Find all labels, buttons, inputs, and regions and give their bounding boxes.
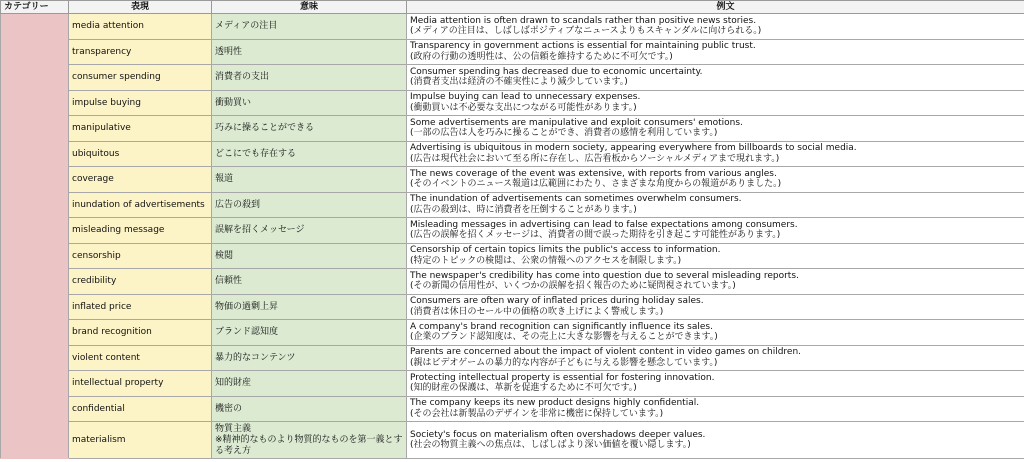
example-japanese: (社会の物質主義への焦点は、しばしばより深い価値を覆い隠します。) xyxy=(410,440,691,450)
example-english: A company's brand recognition can significantly influence its sales. xyxy=(410,321,713,332)
header-category[interactable]: カテゴリー xyxy=(1,1,69,14)
table-row xyxy=(1,167,1024,193)
meaning-cell[interactable]: 知的財産 xyxy=(212,371,407,397)
example-english: The newspaper's credibility has come into question due to several misleading reports. xyxy=(410,270,799,281)
meaning-cell[interactable]: 暴力的なコンテンツ xyxy=(212,345,407,371)
example-japanese: (そのイベントのニュース報道は広範囲にわたり、さまざまな角度からの報道がありました。) xyxy=(410,179,782,190)
example-japanese: (企業のブランド認知度は、その売上に大きな影響を与えることができます。) xyxy=(410,332,718,343)
table-row xyxy=(1,39,1024,65)
meaning-cell[interactable]: 広告の殺到 xyxy=(212,192,407,218)
example-cell[interactable] xyxy=(407,116,1024,142)
example-english: Misleading messages in advertising can lead to false expectations among consumers. xyxy=(410,219,798,230)
example-english: The inundation of advertisements can sometimes overwhelm consumers. xyxy=(410,194,742,205)
header-term[interactable]: 表現 xyxy=(69,1,212,14)
term-cell[interactable]: censorship xyxy=(69,243,212,269)
example-english: Media attention is often drawn to scandals rather than positive news stories. xyxy=(410,15,757,26)
example-japanese: (メディアの注目は、しばしばポジティブなニュースよりもスキャンダルに向けられる。) xyxy=(410,26,762,37)
table-row xyxy=(1,243,1024,269)
term-cell[interactable]: confidential xyxy=(69,396,212,422)
example-japanese: (衝動買いは不必要な支出につながる可能性があります。) xyxy=(410,102,637,113)
example-english: Censorship of certain topics limits the public's access to information. xyxy=(410,245,721,256)
example-cell[interactable] xyxy=(407,422,1024,459)
meaning-cell[interactable]: 巧みに操ることができる xyxy=(212,116,407,142)
term-cell[interactable]: credibility xyxy=(69,269,212,295)
example-japanese: (広告の誤解を招くメッセージは、消費者の間で誤った期待を引き起こす可能性があります。) xyxy=(410,230,781,241)
table-row xyxy=(1,192,1024,218)
example-japanese: (その新聞の信用性が、いくつかの誤解を招く報告のために疑問視されています。) xyxy=(410,281,736,292)
example-cell[interactable] xyxy=(407,192,1024,218)
term-cell[interactable]: transparency xyxy=(69,39,212,65)
table-row xyxy=(1,371,1024,397)
example-english: The company keeps its new product designs highly confidential. xyxy=(410,398,700,409)
term-cell[interactable]: ubiquitous xyxy=(69,141,212,167)
example-japanese: (一部の広告は人を巧みに操ることができ、消費者の感情を利用しています。) xyxy=(410,128,718,139)
example-cell[interactable] xyxy=(407,167,1024,193)
meaning-cell[interactable]: 機密の xyxy=(212,396,407,422)
example-cell[interactable] xyxy=(407,218,1024,244)
example-english: Consumers are often wary of inflated prices during holiday sales. xyxy=(410,296,704,307)
example-cell[interactable] xyxy=(407,269,1024,295)
term-cell[interactable]: materialism xyxy=(69,422,212,459)
meaning-cell[interactable]: 信頼性 xyxy=(212,269,407,295)
example-cell[interactable] xyxy=(407,294,1024,320)
example-cell[interactable] xyxy=(407,396,1024,422)
example-english: The news coverage of the event was extensive, with reports from various angles. xyxy=(410,168,777,179)
term-cell[interactable]: intellectual property xyxy=(69,371,212,397)
meaning-cell[interactable]: どこにでも存在する xyxy=(212,141,407,167)
header-meaning[interactable]: 意味 xyxy=(212,1,407,14)
table-row xyxy=(1,269,1024,295)
header-example[interactable]: 例文 xyxy=(407,1,1024,14)
example-cell[interactable] xyxy=(407,39,1024,65)
example-japanese: (その会社は新製品のデザインを非常に機密に保持しています。) xyxy=(410,408,664,419)
meaning-cell[interactable]: 誤解を招くメッセージ xyxy=(212,218,407,244)
example-japanese: (親はビデオゲームの暴力的な内容が子どもに与える影響を懸念しています。) xyxy=(410,357,718,368)
example-japanese: (広告は現代社会において至る所に存在し、広告看板からソーシャルメディアまで現れます。) xyxy=(410,153,780,164)
example-cell[interactable] xyxy=(407,65,1024,91)
table-row xyxy=(1,320,1024,346)
meaning-cell[interactable]: 透明性 xyxy=(212,39,407,65)
example-english: Society's focus on materialism often overshadows deeper values. xyxy=(410,429,706,440)
example-japanese: (消費者支出は経済の不確実性により減少しています。) xyxy=(410,77,628,88)
term-cell[interactable]: misleading message xyxy=(69,218,212,244)
table-row xyxy=(1,141,1024,167)
term-cell[interactable]: consumer spending xyxy=(69,65,212,91)
meaning-cell[interactable]: 衝動買い xyxy=(212,90,407,116)
term-cell[interactable]: inundation of advertisements xyxy=(69,192,212,218)
example-english: Some advertisements are manipulative and exploit consumers' emotions. xyxy=(410,117,743,128)
table-row xyxy=(1,396,1024,422)
example-japanese: (広告の殺到は、時に消費者を圧倒することがあります。) xyxy=(410,204,637,215)
term-cell[interactable]: coverage xyxy=(69,167,212,193)
example-japanese: (政府の行動の透明性は、公の信頼を維持するために不可欠です。) xyxy=(410,51,673,62)
table-row xyxy=(1,90,1024,116)
term-cell[interactable]: manipulative xyxy=(69,116,212,142)
example-japanese: (消費者は休日のセール中の価格の吹き上げによく警戒します。) xyxy=(410,306,664,317)
meaning-cell[interactable]: 検閲 xyxy=(212,243,407,269)
example-english: Consumer spending has decreased due to economic uncertainty. xyxy=(410,66,703,77)
example-cell[interactable] xyxy=(407,320,1024,346)
example-japanese: (特定のトピックの検閲は、公衆の情報へのアクセスを制限します。) xyxy=(410,255,682,266)
term-cell[interactable]: impulse buying xyxy=(69,90,212,116)
example-cell[interactable] xyxy=(407,14,1024,40)
term-cell[interactable]: violent content xyxy=(69,345,212,371)
meaning-cell[interactable]: 報道 xyxy=(212,167,407,193)
meaning-cell[interactable]: 物価の過剰上昇 xyxy=(212,294,407,320)
example-english: Impulse buying can lead to unnecessary expenses. xyxy=(410,92,641,103)
header-row xyxy=(1,1,1024,14)
meaning-cell[interactable]: 物質主義 ※精神的なものより物質的なものを第一義とする考え方 xyxy=(212,422,407,459)
term-cell[interactable]: media attention xyxy=(69,14,212,40)
example-english: Parents are concerned about the impact of violent content in video games on children. xyxy=(410,347,802,358)
example-cell[interactable] xyxy=(407,141,1024,167)
table-row xyxy=(1,116,1024,142)
example-japanese: (知的財産の保護は、革新を促進するために不可欠です。) xyxy=(410,383,637,394)
example-english: Advertising is ubiquitous in modern society, appearing everywhere from billboards to social media. xyxy=(410,143,857,154)
example-english: Protecting intellectual property is essential for fostering innovation. xyxy=(410,372,715,383)
term-cell[interactable]: inflated price xyxy=(69,294,212,320)
example-cell[interactable] xyxy=(407,90,1024,116)
table-row xyxy=(1,14,1024,40)
term-cell[interactable]: brand recognition xyxy=(69,320,212,346)
table-body xyxy=(1,14,1024,459)
meaning-cell[interactable]: ブランド認知度 xyxy=(212,320,407,346)
example-cell[interactable] xyxy=(407,371,1024,397)
table-row xyxy=(1,65,1024,91)
example-cell[interactable] xyxy=(407,345,1024,371)
example-english: Transparency in government actions is essential for maintaining public trust. xyxy=(410,41,756,52)
meaning-cell[interactable]: メディアの注目 xyxy=(212,14,407,40)
meaning-cell[interactable]: 消費者の支出 xyxy=(212,65,407,91)
example-cell[interactable] xyxy=(407,243,1024,269)
table-row xyxy=(1,294,1024,320)
category-cell[interactable] xyxy=(1,14,69,459)
table-row xyxy=(1,345,1024,371)
table-row xyxy=(1,422,1024,459)
table-row xyxy=(1,218,1024,244)
